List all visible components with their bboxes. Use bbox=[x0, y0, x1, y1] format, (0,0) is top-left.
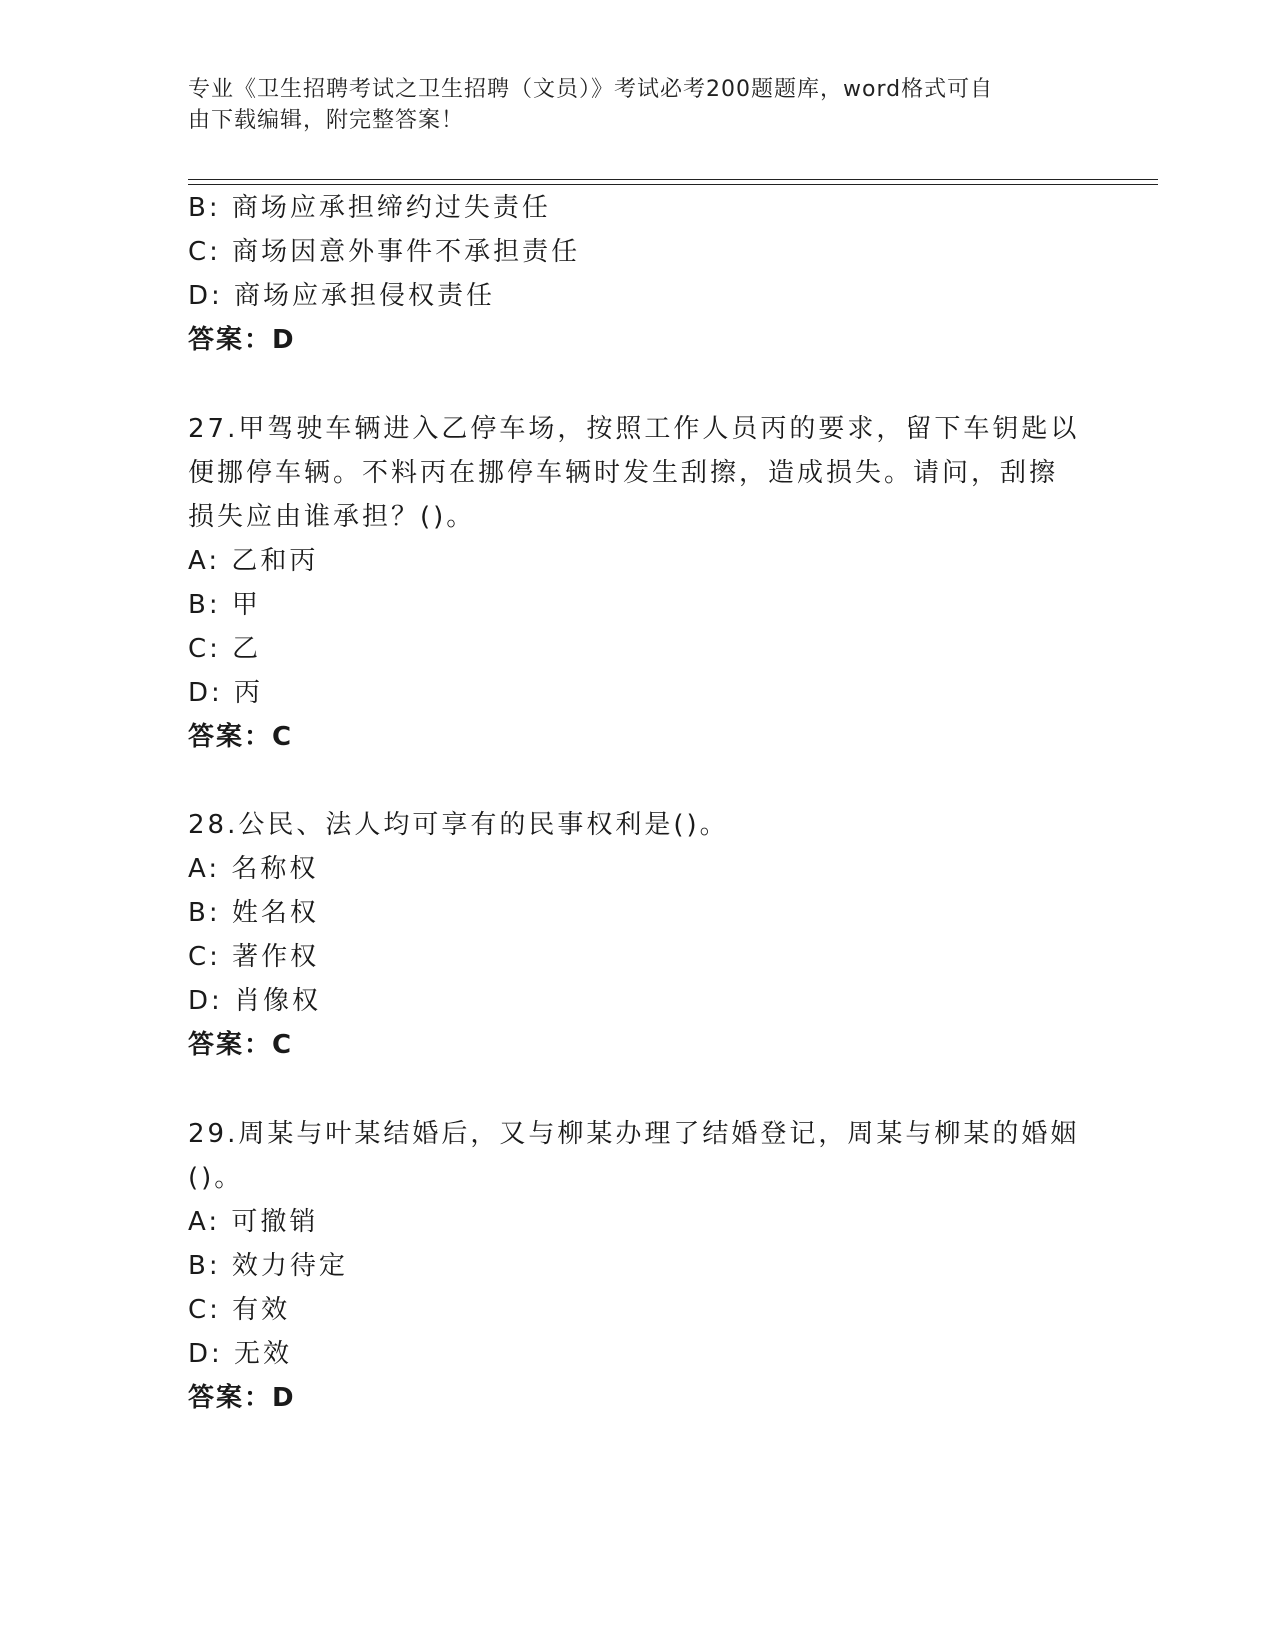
header-line-1: 专业《卫生招聘考试之卫生招聘（文员）》考试必考200题题库，word格式可自 bbox=[188, 77, 994, 102]
question-29-option-d: D: 无效 bbox=[188, 1339, 293, 1369]
answer: 答案：D bbox=[188, 325, 296, 355]
question-27-option-d: D: 丙 bbox=[188, 678, 264, 708]
question-29-stem-line-1: 29.周某与叶某结婚后，又与柳某办理了结婚登记，周某与柳某的婚姻 bbox=[188, 1119, 1080, 1149]
question-27-option-b: B: 甲 bbox=[188, 590, 261, 620]
option-b: B: 商场应承担缔约过失责任 bbox=[188, 193, 551, 223]
option-c: C: 商场因意外事件不承担责任 bbox=[188, 237, 581, 267]
question-27-stem-line-1: 27.甲驾驶车辆进入乙停车场，按照工作人员丙的要求，留下车钥匙以 bbox=[188, 414, 1080, 444]
question-28-answer: 答案：C bbox=[188, 1030, 294, 1060]
option-d: D: 商场应承担侵权责任 bbox=[188, 281, 496, 311]
question-28-option-b: B: 姓名权 bbox=[188, 898, 319, 928]
question-27-stem-line-3: 损失应由谁承担？()。 bbox=[188, 502, 476, 532]
header-divider-top bbox=[188, 179, 1158, 180]
question-28-option-a: A: 名称权 bbox=[188, 854, 319, 884]
question-27-stem-line-2: 便挪停车辆。不料丙在挪停车辆时发生刮擦，造成损失。请问，刮擦 bbox=[188, 458, 1059, 488]
question-28-option-d: D: 肖像权 bbox=[188, 986, 322, 1016]
question-29-stem-line-2: ()。 bbox=[188, 1163, 244, 1193]
question-29-option-b: B: 效力待定 bbox=[188, 1251, 348, 1281]
question-28-option-c: C: 著作权 bbox=[188, 942, 320, 972]
question-29-answer: 答案：D bbox=[188, 1383, 296, 1413]
question-27-option-a: A: 乙和丙 bbox=[188, 546, 319, 576]
question-29-option-c: C: 有效 bbox=[188, 1295, 291, 1325]
question-29-option-a: A: 可撤销 bbox=[188, 1207, 319, 1237]
document-header bbox=[188, 74, 1078, 136]
question-27-answer: 答案：C bbox=[188, 722, 294, 752]
question-27-option-c: C: 乙 bbox=[188, 634, 262, 664]
header-line-2: 由下载编辑，附完整答案！ bbox=[188, 108, 465, 133]
header-divider-bottom bbox=[188, 184, 1158, 185]
question-28-stem-line-1: 28.公民、法人均可享有的民事权利是()。 bbox=[188, 810, 729, 840]
